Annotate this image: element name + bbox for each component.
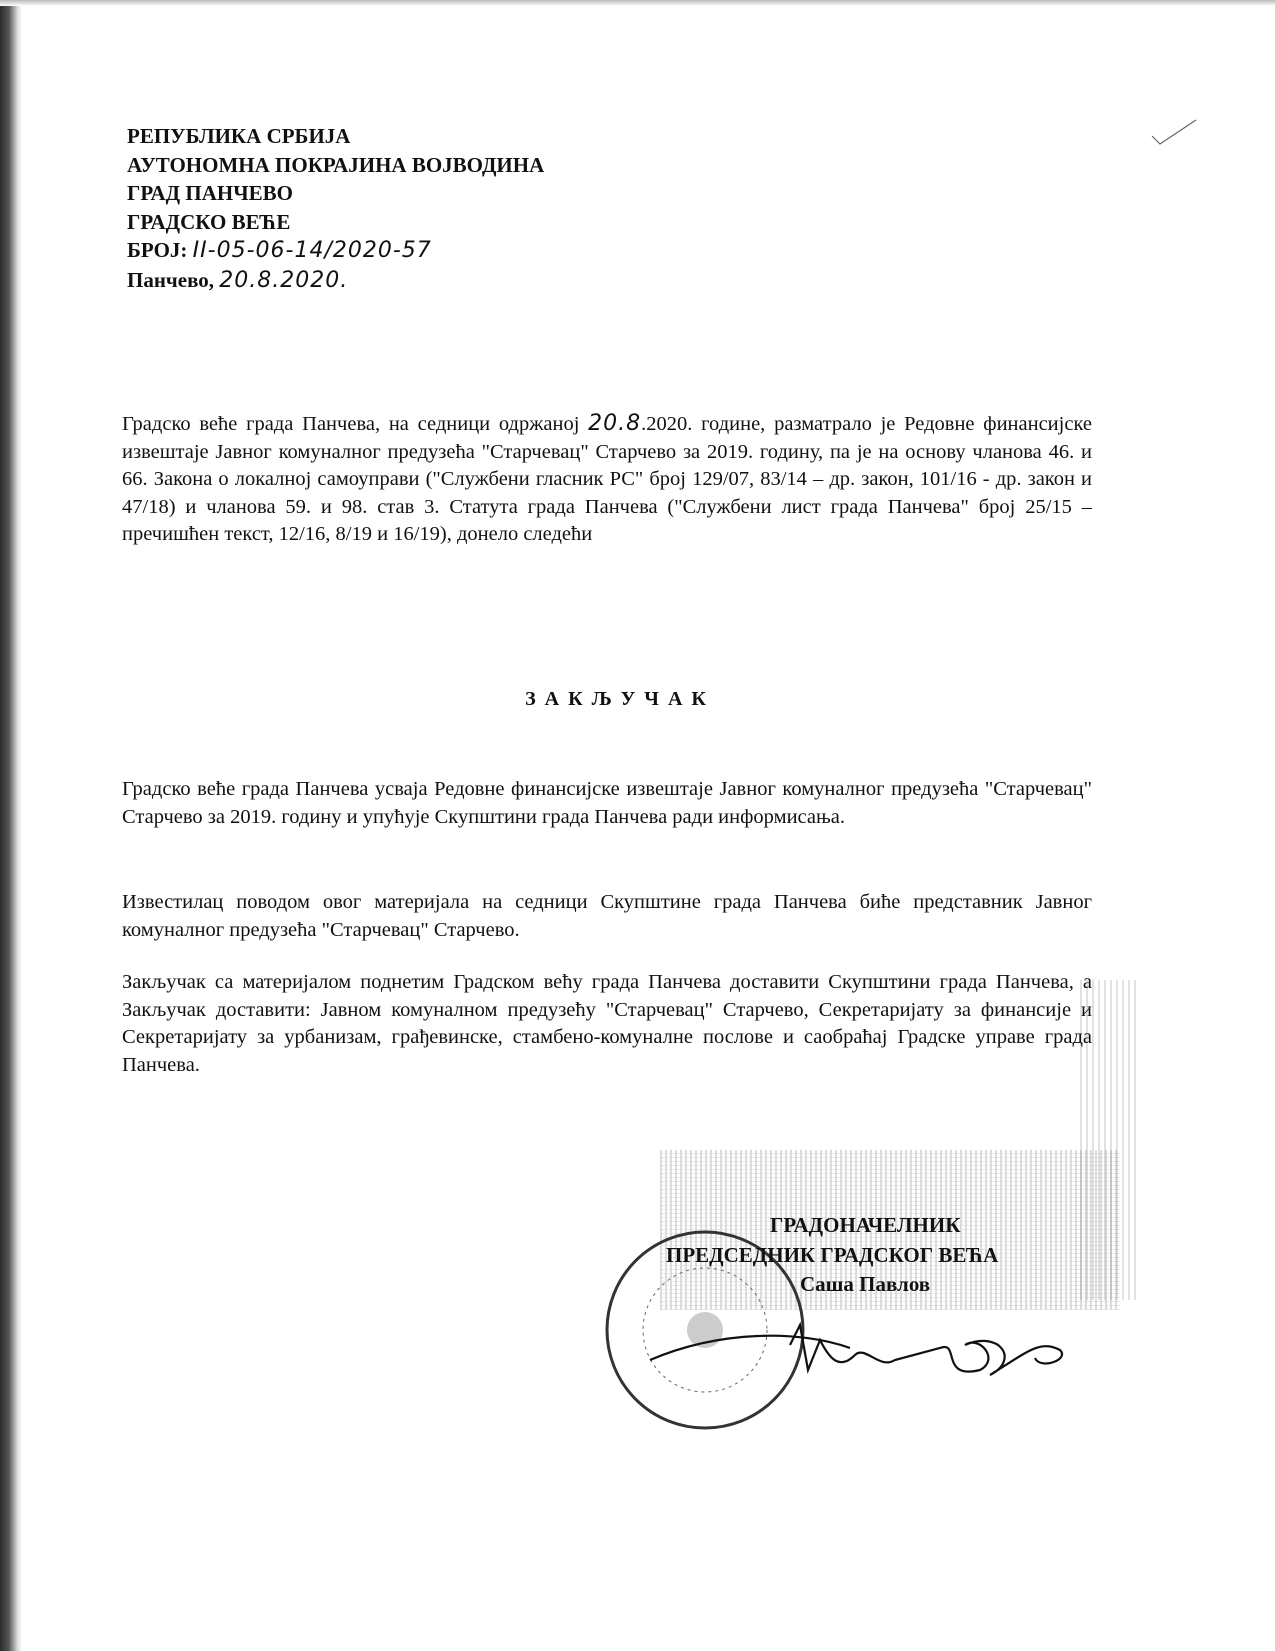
document-number — [127, 236, 544, 266]
scan-edge — [0, 0, 22, 1651]
body-paragraph: Градско веће града Панчева усваја Редовне финансијске извештаје Јавног комуналног предузећа "Старчевац" Старчево за 2019. годину и упућује Скупштини града Панчева ради информисања. — [122, 778, 1092, 828]
document-title: ЗАКЉУЧАК — [525, 688, 715, 710]
document-date — [127, 266, 544, 296]
body-paragraph: Закључак са материјалом поднетим Градском већу града Панчева доставити Скупштини града Панчева, а Закључак доставити: Јавном комуналном предузећу "Старчевац" Старчево, Секретаријату за финансије и Секретаријату за урбанизам, грађевинске, стамбено-комуналне послове и саобраћај Градске управе града Панчева. — [122, 971, 1092, 1076]
body-paragraph: Известилац поводом овог материјала на седници Скупштине града Панчева биће представник Јавног комуналног предузећа "Старчевац" Старчево. — [122, 891, 1092, 941]
intro-paragraph — [122, 410, 1092, 549]
document-header — [127, 122, 544, 295]
number-label: БРОЈ: — [127, 238, 188, 262]
scan-edge-top — [0, 0, 1275, 6]
handwritten-signature — [640, 1300, 1080, 1410]
header-line: АУТОНОМНА ПОКРАЈИНА ВОЈВОДИНА — [127, 152, 545, 177]
check-mark-icon — [1150, 118, 1200, 148]
header-line: РЕПУБЛИКА СРБИЈА — [127, 124, 351, 148]
intro-text: Градско веће града Панчева, на седници одржаној — [122, 413, 589, 435]
place-label: Панчево, — [127, 267, 215, 292]
signature-title: ПРЕДСЕДНИК ГРАДСКОГ ВЕЋА — [666, 1243, 999, 1267]
signature-title: ГРАДОНАЧЕЛНИК — [770, 1213, 961, 1237]
handwritten-number: II-05-06-14/2020-57 — [192, 238, 432, 263]
intro-text: .2020. године, разматрало је Редовне финансијске извештаје Јавног комуналног предузећа "Старчевац" Старчево за 2019. годину, па је на основу чланова 46. и 66. Закона о локалној самоуправи ("Службени гласник РС" број 129/07, 83/14 – др. закон, 101/16 - др. закон и 47/18) и чланова 59. и 98. став 3. Статута града Панчева ("Службени лист града Панчева" број 25/15 – пречишћен текст, 12/16, 8/19 и 16/19), донело следећи — [122, 413, 1092, 545]
handwritten-date: 20.8.2020. — [219, 267, 349, 293]
header-line: ГРАДСКО ВЕЋЕ — [127, 209, 291, 234]
handwritten-session-date: 20.8 — [588, 411, 642, 436]
header-line: ГРАД ПАНЧЕВО — [127, 181, 293, 205]
signatory-name: Саша Павлов — [800, 1272, 931, 1296]
